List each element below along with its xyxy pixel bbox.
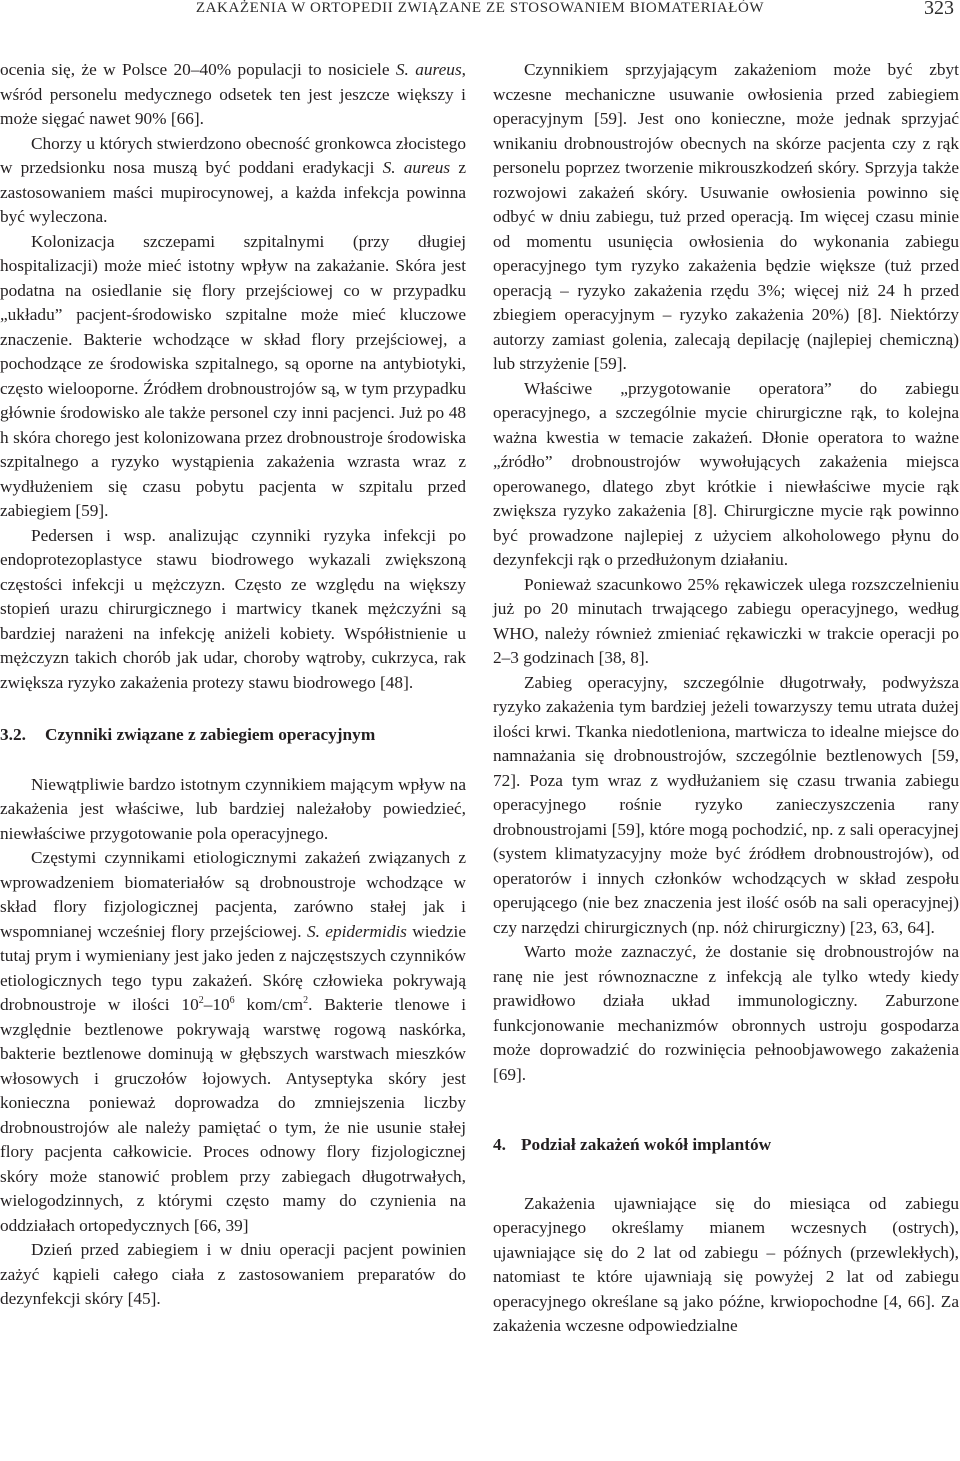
- paragraph-eradication: Chorzy u których stwierdzono obecność gronkowca złocistego w przedsionku nosa muszą być poddani eradykacji S. aureus z zastosowaniem maści mupirocynowej, a każda infekcja powinna być wyleczona.: [0, 133, 466, 226]
- paragraph-long-surgery: Zabieg operacyjny, szczególnie długotrwały, podwyższa ryzyko zakażenia tym bardziej jeżeli towarzyszy temu utrata dużej ilości krwi. Tkanka niedotleniona, martwicza to idealne miejsce do namnażania się drobnoustrojów, szczególnie beztlenowych [59, 72]. Poza tym wraz z wydłużaniem się czasu trwania zabiegu operacyjnego rośnie ryzyko zanieczyszczenia rany drobnoustrojami [59], które mogą pochodzić, np. z sali operacyjnej (system klimatyzacyjny może być źródłem drobnoustrojów), od operatorów i innych członków wchodzących w skład zespołu operującego (nie bez znaczenia jest ilość osób na sali operacyjnej) czy narzędzi chirurgicznych (np. nóż chirurgiczny) [23, 63, 64].: [493, 672, 959, 937]
- paragraph-colonization: Kolonizacja szczepami szpitalnymi (przy długiej hospitalizacji) może mieć istotny wpływ na zakażanie. Skóra jest podatna na osiedlanie się flory przejściowej co w przypadku „układu” pacjent-środowisko szpitalne może mieć kluczowe znaczenie. Bakterie wchodzące w skład flory przejściowej, a pochodzące ze środowiska szpitalnego, są oporne na antybiotyki, często wielooporne. Źródłem drobnoustrojów są, w tym przypadku głównie środowisko ale także personel czy inni pacjenci. Już po 48 h skóra chorego jest kolonizowana przez drobnoustroje środowiska szpitalnego a ryzyko wystąpienia zakażenia wzrasta wraz z wydłużeniem się czasu pobytu pacjenta w szpitalu przed zabiegiem [59].: [0, 231, 466, 520]
- paragraph-operator-prep: Właściwe „przygotowanie operatora” do zabiegu operacyjnego, a szczególnie mycie chirurgiczne rąk, to kolejna ważna kwestia w temacie zakażeń. Dłonie operatora to ważne „źródło” drobnoustrojów wywołujących zakażenia miejsca operowanego, dlatego zbyt krótkie i niewłaściwe mycie rąk zwiększa ryzyko zakażenia [8]. Chirurgiczne mycie rąk powinno być prowadzone najlepiej z użyciem alkoholowego płynu do dezynfekcji rąk o przedłużonym działaniu.: [493, 378, 959, 569]
- paragraph-etiology: Częstymi czynnikami etiologicznymi zakażeń związanych z wprowadzeniem biomateriałów są drobnoustroje wchodzące w skład flory fizjologicznej pacjenta, zarówno stałej jak i wspomnianej wcześniej flory przejściowej. S. epidermidis wiedzie tutaj prym i wymieniany jest jako jeden z najczęstszych czynników etiologicznych tego typu zakażeń. Skórę człowieka pokrywają drobnoustroje w ilości $10^2-10^6$ kom/$cm^2$. Bakterie tlenowe i względnie beztlenowe pokrywają warstwę rogową naskórka, bakterie beztlenowe dominują w głębszych warstwach mieszków włosowych i gruczołów łojowych. Antyseptyka skóry jest konieczna ponieważ doprowadza do zmniejszenia liczby drobnoustrojów ale należy pamiętać o tym, że nie usunie stałej flory pacjenta całkowicie. Proces odnowy flory fizjologicznej skóry może stanowić problem przy zabiegach długotrwałych, wielogodzinnych, z którymi często mamy do czynienia na oddziałach ortopedycznych [66, 39]: [0, 848, 467, 1235]
- paragraph-pedersen: Pedersen i wsp. analizując czynniki ryzyka infekcji po endoprotezoplastyce stawu biodrowego wykazali zwiększoną częstości infekcji u mężczyzn. Często ze względu na większy stopień urazu chirurgicznego i martwicy tkanek mężczyźni są bardziej narażeni na infekcję aniżeli kobiety. Współistnienie u mężczyzn takich chorób jak udar, choroby wątroby, cukrzyca, rak zwiększa ryzyko zakażenia protezy stawu biodrowego [48].: [0, 525, 466, 692]
- paragraph-carriers: ocenia się, że w Polsce 20–40% populacji to nosiciele S. aureus, wśród personelu medycznego odsetek ten jest jeszcze większy i może sięgać nawet 90% [66].: [0, 60, 466, 128]
- paragraph-classification: Zakażenia ujawniające się do miesiąca od zabiegu operacyjnego określamy mianem wczesnych (ostrych), ujawniające się do 2 lat od zabiegu – późnych (przewlekłych), natomiast te które ujawniają się powyżej 2 lat od zabiegu operacyjnego określane są jako późne, krwiopochodne [4, 66]. Za zakażenia wczesne odpowiedzialne: [493, 1193, 959, 1335]
- species-name: S. epidermidis: [306, 921, 407, 941]
- paragraph-field-preparation: Niewątpliwie bardzo istotnym czynnikiem mającym wpływ na zakażenia jest właściwe, lub bardziej należałoby powiedzieć, niewłaściwe przygotowanie pola operacyjnego.: [0, 774, 466, 843]
- paragraph-immune: Warto może zaznaczyć, że dostanie się drobnoustrojów na ranę nie jest równoznaczne z infekcją ale tylko wtedy kiedy prawidłowo działa układ immunologiczny. Zaburzone funkcjonowanie mechanizmów obronnych ustroju gospodarza może doprowadzić do rozwinięcia pełnoobjawowego zakażenia [69].: [493, 942, 959, 1084]
- species-name: S. aureus: [395, 60, 462, 79]
- species-name: S. aureus: [382, 158, 451, 177]
- paragraph-hair-removal: Czynnikiem sprzyjającym zakażeniom może być zbyt wczesne mechaniczne usuwanie owłosienia przed zabiegiem operacyjnym [59]. Jest ono konieczne, może jednak sprzyjać wnikaniu drobnoustrojów obecnych na skórze pacjenta czy z rąk personelu poprzez tworzenie mikrouszkodzeń skóry. Sprzyja także rozwojowi zakażeń skóry. Usuwanie owłosienia powinno się odbyć w dniu zabiegu, tuż przed operacją. Im więcej czasu minie od momentu usunięcia owłosienia do wykonania zabiegu operacyjnego tym ryzyko zakażenia będzie większe (tuż przed operacją – ryzyko zakażenia rzędu 3%; więcej niż 24 h przed zbiegiem operacyjnym – ryzyko zakażenia 20%) [8]. Niektórzy autorzy zamiast golenia, zalecają depilację (najlepiej chemiczną) lub strzyżenie [59].: [493, 60, 959, 373]
- section-heading-4: [493, 1133, 959, 1158]
- section-number: 3.2.: [0, 725, 26, 744]
- right-column: [493, 58, 959, 1339]
- running-head: [0, 0, 960, 34]
- section-number: 4.: [493, 1135, 506, 1154]
- running-title: ZAKAŻENIA W ORTOPEDII ZWIĄZANE ZE STOSOWANIEM BIOMATERIAŁÓW: [195, 0, 765, 16]
- section-title: Czynniki związane z zabiegiem operacyjnym: [45, 725, 376, 744]
- section-heading-3-2: [0, 723, 466, 748]
- section-title: Podział zakażeń wokół implantów: [521, 1135, 772, 1154]
- paragraph-bathing: Dzień przed zabiegiem i w dniu operacji pacjent powinien zażyć kąpieli całego ciała z zastosowaniem preparatów do dezynfekcji skóry [45].: [0, 1240, 466, 1308]
- page-number: 323: [924, 0, 954, 19]
- paragraph-gloves: Ponieważ szacunkowo 25% rękawiczek ulega rozszczelnieniu już po 20 minutach trwającego zabiegu operacyjnego, według WHO, należy również zmieniać rękawiczki w trakcie operacji po 2–3 godzinach [38, 8].: [493, 574, 959, 667]
- left-column: [0, 58, 466, 1312]
